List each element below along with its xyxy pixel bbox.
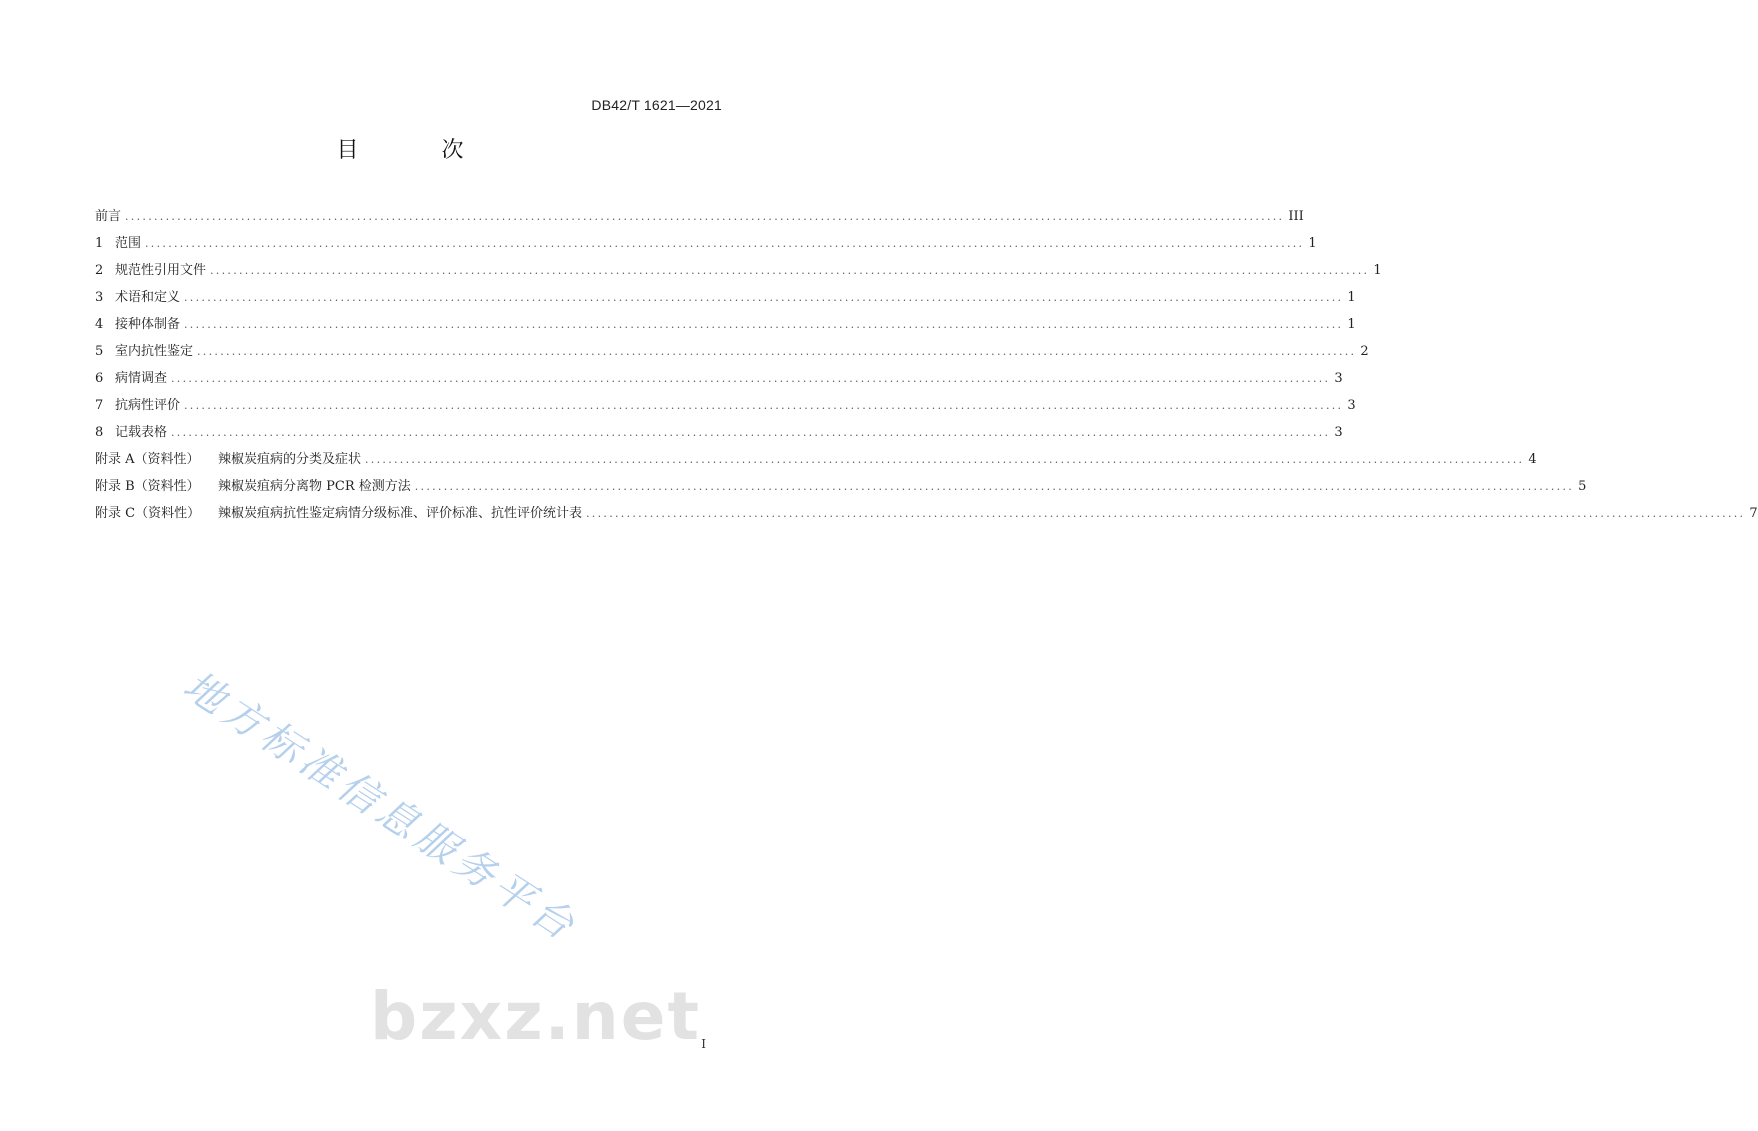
- toc-entry-title: 辣椒炭疽病分离物 PCR 检测方法: [218, 479, 411, 494]
- toc-entry-number: 2: [95, 263, 104, 278]
- dot-leader: ........................................................................................................................................................................................................: [184, 291, 1344, 304]
- dot-leader: ........................................................................................................................................................................................................: [586, 507, 1746, 520]
- toc-entry-label: [95, 367, 167, 386]
- toc-entry-record-forms[interactable]: [95, 421, 1343, 448]
- toc-entry-label: [95, 205, 121, 224]
- toc-entry-number: 4: [95, 317, 104, 332]
- toc-entry-number: 6: [95, 371, 104, 386]
- toc-entry-number: 8: [95, 425, 104, 440]
- toc-page-number: III: [1288, 209, 1304, 224]
- dot-leader: ........................................................................................................................................................................................................: [210, 264, 1370, 277]
- appendix-id: 附录 B（资料性）: [95, 479, 200, 494]
- appendix-id: 附录 C（资料性）: [95, 506, 201, 521]
- toc-page-number: 1: [1347, 317, 1356, 332]
- page-title: 目 次: [336, 138, 502, 163]
- dot-leader: ........................................................................................................................................................................................................: [365, 453, 1525, 466]
- toc-entry-label: [95, 340, 193, 359]
- toc-entry-label: [95, 286, 180, 305]
- dot-leader: ........................................................................................................................................................................................................: [125, 210, 1285, 223]
- toc-page-number: 7: [1749, 506, 1758, 521]
- toc-entry-number: 1: [95, 236, 104, 251]
- toc-page-number: 1: [1308, 236, 1317, 251]
- dot-leader: ........................................................................................................................................................................................................: [171, 426, 1331, 439]
- toc-entry-label: [95, 259, 206, 278]
- toc-entry-inoculum[interactable]: [95, 313, 1356, 340]
- toc-entry-title: 范围: [115, 236, 142, 251]
- toc-entry-number: 5: [95, 344, 104, 359]
- toc-page-number: 4: [1528, 452, 1537, 467]
- toc-entry-label: [95, 394, 180, 413]
- standard-code: DB42/T 1621—2021: [591, 97, 722, 113]
- toc-entry-title: 规范性引用文件: [115, 263, 207, 278]
- dot-leader: ........................................................................................................................................................................................................: [145, 237, 1305, 250]
- toc-entry-terms[interactable]: [95, 286, 1356, 313]
- toc-entry-foreword[interactable]: [95, 205, 1304, 232]
- toc-entry-label: [95, 232, 141, 251]
- toc-entry-label: [95, 313, 180, 332]
- dot-leader: ........................................................................................................................................................................................................: [184, 399, 1344, 412]
- toc-entry-title: 室内抗性鉴定: [115, 344, 194, 359]
- toc-page-number: 3: [1334, 425, 1343, 440]
- toc-entry-appendix-b[interactable]: [95, 475, 1587, 502]
- page-number: I: [701, 1037, 706, 1051]
- toc-entry-title: 接种体制备: [115, 317, 181, 332]
- watermark-site-url: bzxz.net: [370, 978, 702, 1055]
- toc-entry-label: [95, 421, 167, 440]
- toc-entry-label: [95, 475, 411, 494]
- toc-entry-appendix-a[interactable]: [95, 448, 1537, 475]
- table-of-contents: [95, 205, 1758, 529]
- toc-page-number: 3: [1347, 398, 1356, 413]
- dot-leader: ........................................................................................................................................................................................................: [197, 345, 1357, 358]
- dot-leader: ........................................................................................................................................................................................................: [184, 318, 1344, 331]
- toc-entry-label: [95, 502, 582, 521]
- watermark-platform-name: 地方标准信息服务平台: [175, 662, 586, 952]
- toc-entry-number: 7: [95, 398, 104, 413]
- toc-page-number: 1: [1347, 290, 1356, 305]
- toc-entry-number: 3: [95, 290, 104, 305]
- toc-entry-title: 抗病性评价: [115, 398, 181, 413]
- toc-entry-title: 辣椒炭疽病的分类及症状: [218, 452, 362, 467]
- toc-entry-normative-references[interactable]: [95, 259, 1382, 286]
- toc-entry-appendix-c[interactable]: [95, 502, 1758, 529]
- toc-entry-label: [95, 448, 361, 467]
- toc-entry-title: 前言: [95, 209, 122, 224]
- appendix-id: 附录 A（资料性）: [95, 452, 200, 467]
- toc-page-number: 5: [1578, 479, 1587, 494]
- toc-page-number: 3: [1334, 371, 1343, 386]
- dot-leader: ........................................................................................................................................................................................................: [171, 372, 1331, 385]
- toc-entry-title: 术语和定义: [115, 290, 181, 305]
- toc-page-number: 2: [1360, 344, 1369, 359]
- toc-entry-title: 记载表格: [115, 425, 168, 440]
- toc-entry-scope[interactable]: [95, 232, 1317, 259]
- toc-entry-indoor-identification[interactable]: [95, 340, 1369, 367]
- toc-entry-title: 病情调查: [115, 371, 168, 386]
- toc-entry-title: 辣椒炭疽病抗性鉴定病情分级标准、评价标准、抗性评价统计表: [218, 506, 583, 521]
- dot-leader: ........................................................................................................................................................................................................: [414, 480, 1575, 493]
- toc-entry-resistance-evaluation[interactable]: [95, 394, 1356, 421]
- toc-page-number: 1: [1373, 263, 1382, 278]
- toc-entry-disease-survey[interactable]: [95, 367, 1343, 394]
